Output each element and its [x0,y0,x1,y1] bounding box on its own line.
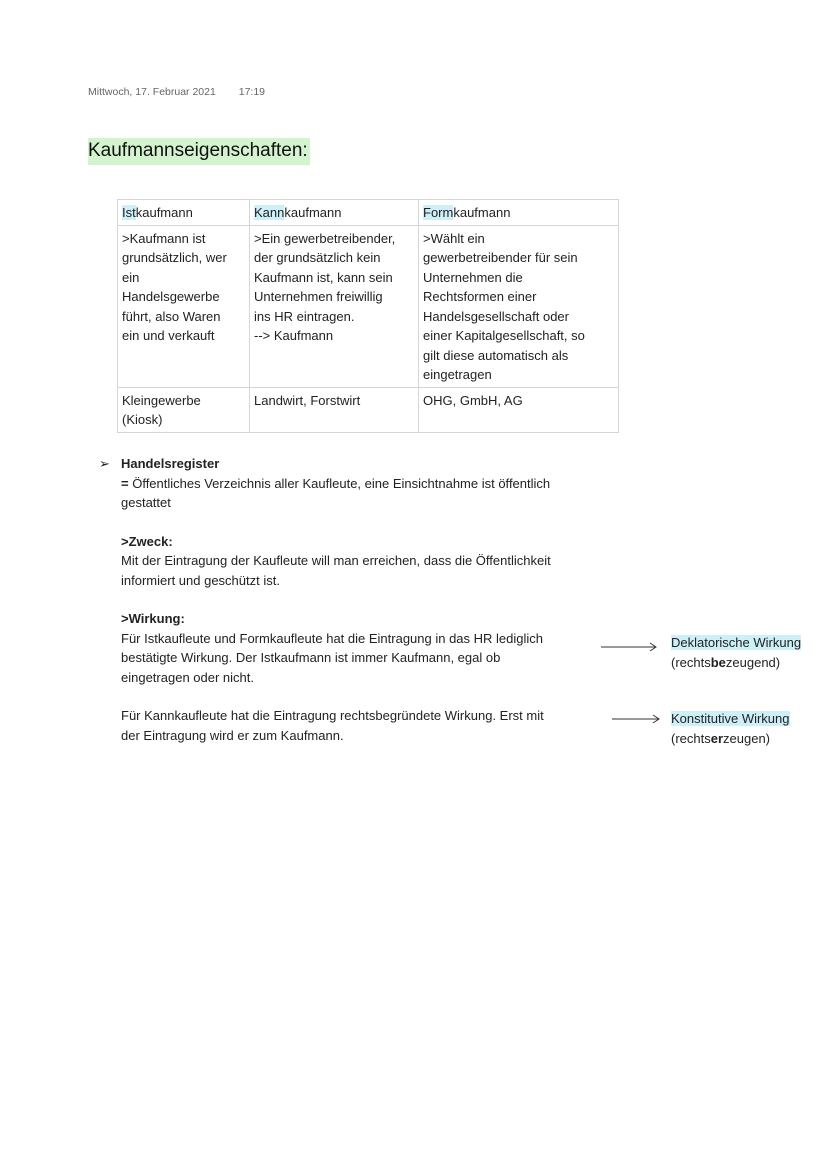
table-header-row [118,200,619,226]
cell-kann-description: >Ein gewerbetreibender, der grundsätzlich kein Kaufmann ist, kann sein Unternehmen freiwillig ins HR eintragen. --> Kaufmann [250,225,419,387]
deklaratorische-wirkung-note [671,633,801,672]
arrow-right-icon [611,713,663,725]
konstitutive-wirkung-label: Konstitutive Wirkung [671,711,790,726]
arrow-bullet-icon: ➢ [99,456,110,471]
header-formkaufmann: Formkaufmann [419,200,619,226]
handelsregister-section [99,454,621,745]
wirkung-heading: >Wirkung: [121,611,185,626]
page-meta [88,86,265,98]
header-istkaufmann: Istkaufmann [118,200,250,226]
kaufmann-table [117,199,619,433]
konstitutive-wirkung-sub: (rechtserzeugen) [671,730,771,746]
page-title: Kaufmannseigenschaften: [88,138,310,165]
handelsregister-definition: = Öffentliches Verzeichnis aller Kaufleute, eine Einsichtnahme ist öffentlich gestattet [121,475,551,510]
cell-ist-example: Kleingewerbe (Kiosk) [118,387,250,432]
wirkung-kann-text: Für Kannkaufleute hat die Eintragung rechtsbegründete Wirkung. Erst mit der Eintragung wird er zum Kaufmann. [121,708,544,743]
table-row-examples [118,387,619,432]
arrow-right-icon [600,641,660,653]
deklaratorische-wirkung-sub: (rechtsbezeugend) [671,654,781,670]
zweck-heading: >Zweck: [121,533,173,549]
deklaratorische-wirkung-label: Deklatorische Wirkung [671,635,802,650]
zweck-text: Mit der Eintragung der Kaufleute will man erreichen, dass die Öffentlichkeit informiert und geschützt ist. [121,553,551,588]
cell-form-description: >Wählt ein gewerbetreibender für sein Unternehmen die Rechtsformen einer Handelsgesellschaft oder einer Kapitalgesellschaft, so gilt diese automatisch als eingetragen [419,225,619,387]
header-kannkaufmann: Kannkaufmann [250,200,419,226]
handelsregister-heading: Handelsregister [121,456,220,471]
table-row-description [118,225,619,387]
cell-ist-description: >Kaufmann ist grundsätzlich, wer ein Handelsgewerbe führt, also Waren ein und verkauft [118,225,250,387]
date-text: Mittwoch, 17. Februar 2021 [88,86,216,98]
wirkung-ist-text: Für Istkaufleute und Formkaufleute hat die Eintragung in das HR lediglich bestätigte Wirkung. Der Istkaufmann ist immer Kaufmann, egal ob eingetragen oder nicht. [121,630,544,685]
time-text: 17:19 [238,86,266,98]
cell-kann-example: Landwirt, Forstwirt [250,387,419,432]
konstitutive-wirkung-note [671,709,790,748]
cell-form-example: OHG, GmbH, AG [419,387,619,432]
